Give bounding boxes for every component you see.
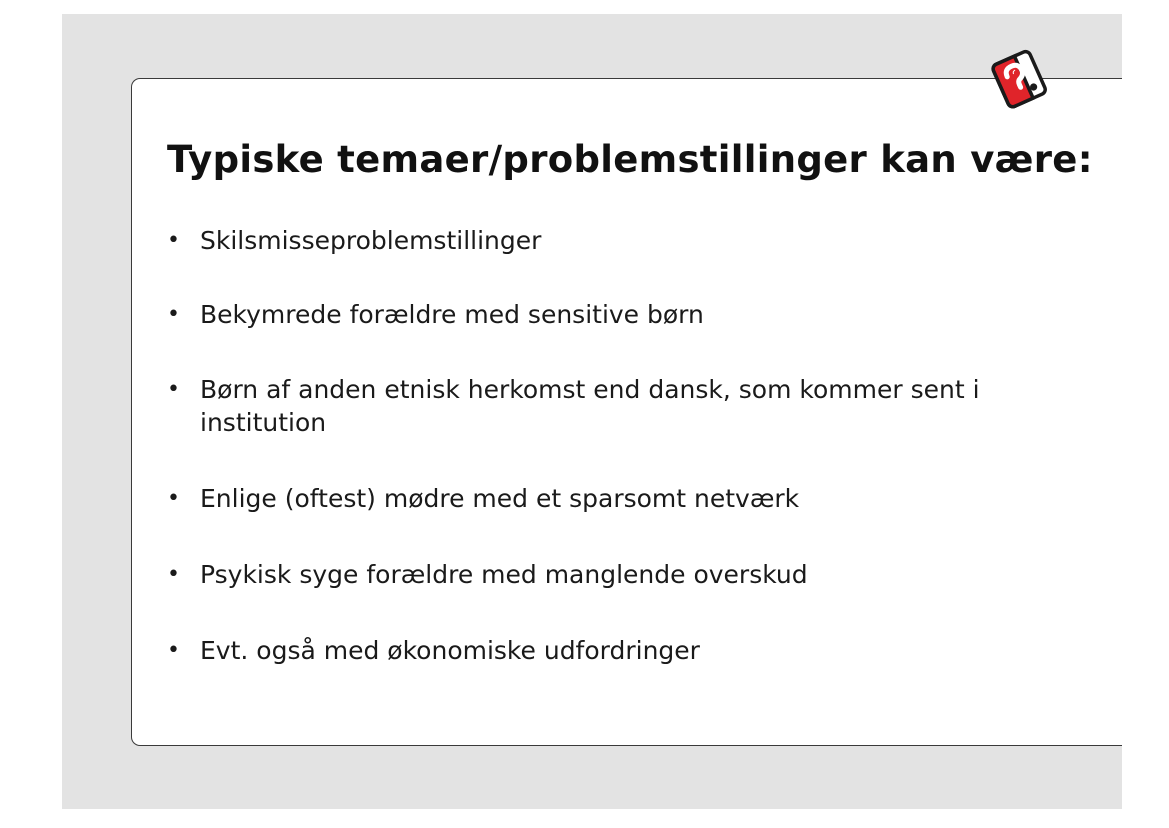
bullet-dot-icon: • [167, 377, 180, 402]
bullet-dot-icon: • [167, 302, 180, 327]
bullet-dot-icon: • [167, 562, 180, 587]
bullet-dot-icon: • [167, 486, 180, 511]
list-item [167, 558, 1067, 591]
question-mark-logo-icon [984, 48, 1056, 114]
bullet-text: Evt. også med økonomiske udfordringer [200, 636, 700, 665]
list-item [167, 634, 1067, 667]
bullet-text: Psykisk syge forældre med manglende overskud [200, 560, 808, 589]
bullet-text: Børn af anden etnisk herkomst end dansk, som kommer sent i institution [200, 375, 980, 437]
list-item [167, 373, 1067, 439]
bullet-text: Bekymrede forældre med sensitive børn [200, 300, 704, 329]
bullet-text: Enlige (oftest) mødre med et sparsomt netværk [200, 484, 800, 513]
bullet-dot-icon: • [167, 228, 180, 253]
list-item [167, 224, 1067, 257]
slide-title: Typiske temaer/problemstillinger kan være: [167, 138, 1093, 181]
list-item [167, 482, 1067, 515]
bullet-dot-icon: • [167, 638, 180, 663]
list-item [167, 298, 1067, 331]
bullet-text: Skilsmisseproblemstillinger [200, 226, 542, 255]
